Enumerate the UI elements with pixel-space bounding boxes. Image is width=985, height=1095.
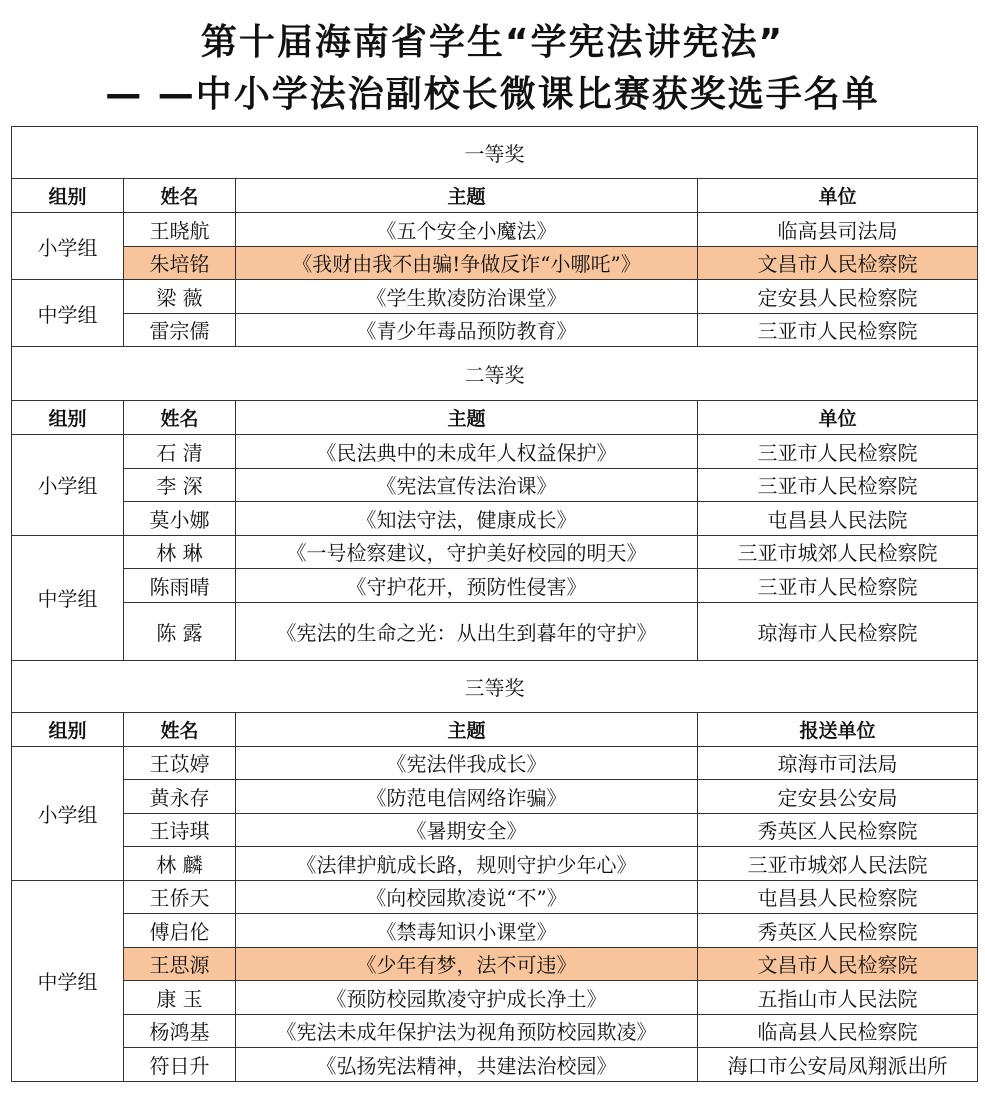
unit-cell: 秀英区人民检察院 <box>698 813 978 847</box>
table-row <box>12 569 978 603</box>
topic-cell: 《宪法伴我成长》 <box>236 746 698 780</box>
unit-cell: 三亚市城郊人民法院 <box>698 847 978 881</box>
award-winners-table <box>11 126 978 1082</box>
name-cell: 朱培铭 <box>124 246 236 280</box>
unit-cell: 屯昌县人民检察院 <box>698 880 978 914</box>
table-row <box>12 502 978 536</box>
column-header-row <box>12 179 978 213</box>
award-level: 一等奖 <box>12 127 978 179</box>
topic-cell: 《法律护航成长路，规则守护少年心》 <box>236 847 698 881</box>
unit-cell: 三亚市人民检察院 <box>698 468 978 502</box>
topic-cell: 《民法典中的未成年人权益保护》 <box>236 435 698 469</box>
award-level-row <box>12 127 978 179</box>
table-row <box>12 813 978 847</box>
name-cell: 石 清 <box>124 435 236 469</box>
table-row <box>12 280 978 314</box>
unit-cell: 定安县人民检察院 <box>698 280 978 314</box>
topic-cell: 《暑期安全》 <box>236 813 698 847</box>
unit-cell: 五指山市人民法院 <box>698 981 978 1015</box>
page-title-line2: — —中小学法治副校长微课比赛获奖选手名单 <box>105 74 880 115</box>
unit-cell: 文昌市人民检察院 <box>698 947 978 981</box>
table-row <box>12 746 978 780</box>
table-row <box>12 947 978 981</box>
unit-cell: 三亚市人民检察院 <box>698 569 978 603</box>
topic-cell: 《宪法未成年保护法为视角预防校园欺凌》 <box>236 1014 698 1048</box>
name-cell: 符日升 <box>124 1048 236 1082</box>
topic-cell: 《学生欺凌防治课堂》 <box>236 280 698 314</box>
table-row <box>12 313 978 347</box>
unit-cell: 琼海市司法局 <box>698 746 978 780</box>
name-cell: 陈 露 <box>124 602 236 660</box>
column-header-topic: 主题 <box>236 401 698 435</box>
column-header-topic: 主题 <box>236 712 698 746</box>
topic-cell: 《五个安全小魔法》 <box>236 213 698 247</box>
table-row <box>12 1048 978 1082</box>
topic-cell: 《青少年毒品预防教育》 <box>236 313 698 347</box>
column-header-name: 姓名 <box>124 712 236 746</box>
name-cell: 雷宗儒 <box>124 313 236 347</box>
unit-cell: 琼海市人民检察院 <box>698 602 978 660</box>
table-row <box>12 435 978 469</box>
unit-cell: 屯昌县人民法院 <box>698 502 978 536</box>
table-row <box>12 468 978 502</box>
unit-cell: 文昌市人民检察院 <box>698 246 978 280</box>
award-level: 三等奖 <box>12 660 978 712</box>
topic-cell: 《守护花开，预防性侵害》 <box>236 569 698 603</box>
table-row <box>12 602 978 660</box>
name-cell: 王诗琪 <box>124 813 236 847</box>
table-row <box>12 914 978 948</box>
group-cell: 小学组 <box>12 213 124 280</box>
group-cell: 小学组 <box>12 435 124 536</box>
table-row <box>12 1014 978 1048</box>
column-header-group: 组别 <box>12 712 124 746</box>
name-cell: 梁 薇 <box>124 280 236 314</box>
group-cell: 小学组 <box>12 746 124 880</box>
column-header-unit: 单位 <box>698 179 978 213</box>
name-cell: 李 深 <box>124 468 236 502</box>
topic-cell: 《弘扬宪法精神，共建法治校园》 <box>236 1048 698 1082</box>
unit-cell: 临高县司法局 <box>698 213 978 247</box>
column-header-row <box>12 712 978 746</box>
table-row <box>12 780 978 814</box>
group-cell: 中学组 <box>12 535 124 660</box>
table-row <box>12 246 978 280</box>
unit-cell: 临高县人民检察院 <box>698 1014 978 1048</box>
topic-cell: 《宪法的生命之光：从出生到暮年的守护》 <box>236 602 698 660</box>
table-row <box>12 981 978 1015</box>
column-header-row <box>12 401 978 435</box>
table-row <box>12 847 978 881</box>
unit-cell: 定安县公安局 <box>698 780 978 814</box>
name-cell: 林 麟 <box>124 847 236 881</box>
column-header-group: 组别 <box>12 179 124 213</box>
unit-cell: 秀英区人民检察院 <box>698 914 978 948</box>
unit-cell: 三亚市人民检察院 <box>698 435 978 469</box>
topic-cell: 《宪法宣传法治课》 <box>236 468 698 502</box>
name-cell: 杨鸿基 <box>124 1014 236 1048</box>
unit-cell: 三亚市人民检察院 <box>698 313 978 347</box>
name-cell: 王侨天 <box>124 880 236 914</box>
name-cell: 陈雨晴 <box>124 569 236 603</box>
column-header-unit: 单位 <box>698 401 978 435</box>
group-cell: 中学组 <box>12 280 124 347</box>
column-header-name: 姓名 <box>124 179 236 213</box>
topic-cell: 《禁毒知识小课堂》 <box>236 914 698 948</box>
award-level-row <box>12 347 978 401</box>
name-cell: 林 琳 <box>124 535 236 569</box>
topic-cell: 《预防校园欺凌守护成长净土》 <box>236 981 698 1015</box>
table-row <box>12 213 978 247</box>
table-row <box>12 535 978 569</box>
topic-cell: 《知法守法，健康成长》 <box>236 502 698 536</box>
column-header-topic: 主题 <box>236 179 698 213</box>
column-header-unit: 报送单位 <box>698 712 978 746</box>
topic-cell: 《我财由我不由骗!争做反诈“小哪吒”》 <box>236 246 698 280</box>
name-cell: 王苡婷 <box>124 746 236 780</box>
column-header-group: 组别 <box>12 401 124 435</box>
award-level-row <box>12 660 978 712</box>
name-cell: 莫小娜 <box>124 502 236 536</box>
column-header-name: 姓名 <box>124 401 236 435</box>
unit-cell: 三亚市城郊人民检察院 <box>698 535 978 569</box>
topic-cell: 《一号检察建议，守护美好校园的明天》 <box>236 535 698 569</box>
page-title-line1: 第十届海南省学生“学宪法讲宪法” <box>200 22 785 63</box>
name-cell: 王思源 <box>124 947 236 981</box>
topic-cell: 《向校园欺凌说“不”》 <box>236 880 698 914</box>
name-cell: 康 玉 <box>124 981 236 1015</box>
unit-cell: 海口市公安局凤翔派出所 <box>698 1048 978 1082</box>
topic-cell: 《防范电信网络诈骗》 <box>236 780 698 814</box>
name-cell: 黄永存 <box>124 780 236 814</box>
award-level: 二等奖 <box>12 347 978 401</box>
group-cell: 中学组 <box>12 880 124 1081</box>
name-cell: 傅启伦 <box>124 914 236 948</box>
name-cell: 王晓航 <box>124 213 236 247</box>
table-row <box>12 880 978 914</box>
topic-cell: 《少年有梦，法不可违》 <box>236 947 698 981</box>
